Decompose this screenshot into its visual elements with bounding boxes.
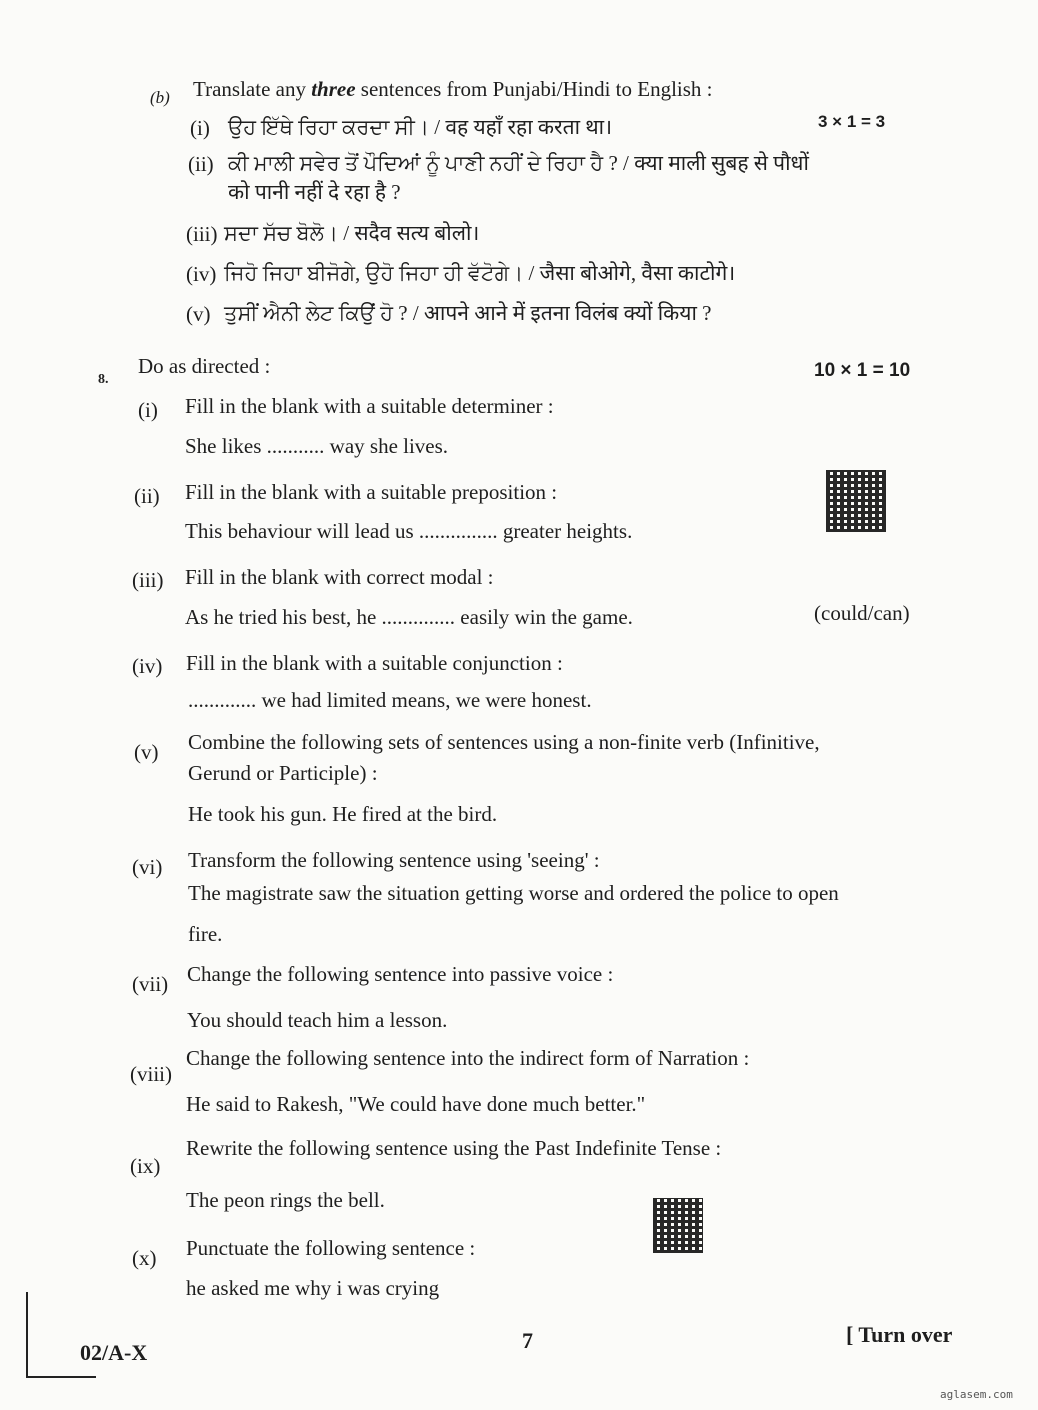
q8-item-instruction: Punctuate the following sentence : <box>186 1236 476 1260</box>
page-frame-left <box>26 1292 28 1378</box>
q7b-intro-post: sentences from Punjabi/Hindi to English : <box>355 77 713 101</box>
q8-item-sentence: This behaviour will lead us ............... greater heights. <box>185 519 633 543</box>
q8-item-num: (vi) <box>132 855 163 879</box>
q8-item-sentence: ............. we had limited means, we were honest. <box>188 688 592 712</box>
q7b-item-num: (iv) <box>186 262 217 286</box>
q8-item-instruction: Fill in the blank with a suitable determiner : <box>185 394 554 418</box>
q8-item-sentence: She likes ........... way she lives. <box>185 434 449 458</box>
q8-item-instruction: Fill in the blank with a suitable preposition : <box>185 480 558 504</box>
q8-item-instruction-cont: Gerund or Participle) : <box>188 761 378 785</box>
q8-item-num: (viii) <box>130 1062 172 1086</box>
q7b-marks: 3 × 1 = 3 <box>818 112 886 131</box>
q7b-item-num: (ii) <box>188 152 214 176</box>
q8-item-instruction: Change the following sentence into the indirect form of Narration : <box>186 1046 750 1070</box>
q7b-item-text: ਕੀ ਮਾਲੀ ਸਵੇਰ ਤੋਂ ਪੌਦਿਆਂ ਨੂੰ ਪਾਣੀ ਨਹੀਂ ਦੇ ਰਿਹਾ ਹੈ ? / क्या माली सुबह से पौधों <box>228 151 809 175</box>
q8-number: 8. <box>98 372 109 387</box>
q8-item-sentence: You should teach him a lesson. <box>187 1008 448 1032</box>
page-frame-bottom <box>26 1376 96 1378</box>
q8-item-sentence: He took his gun. He fired at the bird. <box>188 802 498 826</box>
q8-item-instruction: Fill in the blank with a suitable conjunction : <box>186 651 563 675</box>
q8-item-num: (iv) <box>132 654 163 678</box>
q7b-item-text: ਤੁਸੀਂ ਐਨੀ ਲੇਟ ਕਿਉਂ ਹੋ ? / आपने आने में इतना विलंब क्यों किया ? <box>224 301 712 325</box>
q8-item-sentence: As he tried his best, he .............. easily win the game. <box>185 605 633 629</box>
q8-marks: 10 × 1 = 10 <box>814 360 911 381</box>
q7b-item-num: (v) <box>186 302 211 326</box>
q8-item-instruction: Rewrite the following sentence using the Past Indefinite Tense : <box>186 1136 722 1160</box>
q8-title: Do as directed : <box>138 354 271 378</box>
q7b-instruction <box>193 77 713 102</box>
q8-item-instruction: Fill in the blank with correct modal : <box>185 565 494 589</box>
qr-code <box>653 1198 703 1253</box>
q8-item-num: (i) <box>138 398 158 422</box>
q8-item-num: (ii) <box>134 484 160 508</box>
q8-item-sentence-cont: fire. <box>188 922 223 946</box>
q8-item-instruction: Change the following sentence into passive voice : <box>187 962 614 986</box>
page-number: 7 <box>522 1328 533 1353</box>
q8-item-num: (ix) <box>130 1154 161 1178</box>
q8-item-hint: (could/can) <box>814 601 910 625</box>
q7b-item-text-cont: को पानी नहीं दे रहा है ? <box>228 180 401 204</box>
q7b-item-text: ਜਿਹੋ ਜਿਹਾ ਬੀਜੋਗੇ, ਉਹੋ ਜਿਹਾ ਹੀ ਵੱਟੋਗੇ। / जैसा बोओगे, वैसा काटोगे। <box>224 261 736 285</box>
q8-item-num: (iii) <box>132 568 164 592</box>
q8-item-sentence: The magistrate saw the situation getting worse and ordered the police to open <box>188 881 839 905</box>
q7b-item-num: (iii) <box>186 222 218 246</box>
q7b-intro-emphasis: three <box>311 77 356 101</box>
q7b-item-text: ਉਹ ਇੱਥੇ ਰਿਹਾ ਕਰਦਾ ਸੀ। / वह यहाँ रहा करता था। <box>228 115 613 139</box>
q7b-item-text: ਸਦਾ ਸੱਚ ਬੋਲੋ। / सदैव सत्य बोलो। <box>224 221 480 245</box>
turn-over: [ Turn over <box>846 1322 953 1347</box>
q8-item-sentence: He said to Rakesh, "We could have done much better." <box>186 1092 646 1116</box>
q8-item-sentence: he asked me why i was crying <box>186 1276 440 1300</box>
q8-item-num: (v) <box>134 740 159 764</box>
watermark: aglasem.com <box>940 1388 1013 1401</box>
q8-item-num: (vii) <box>132 972 169 996</box>
q8-item-instruction: Combine the following sets of sentences using a non-finite verb (Infinitive, <box>188 730 820 754</box>
q8-item-sentence: The peon rings the bell. <box>186 1188 385 1212</box>
q7b-intro-pre: Translate any <box>193 77 312 101</box>
qr-code <box>826 470 886 532</box>
paper-code: 02/A-X <box>80 1340 148 1365</box>
q7b-label: (b) <box>150 88 170 107</box>
q8-item-num: (x) <box>132 1246 157 1270</box>
q8-item-instruction: Transform the following sentence using 'seeing' : <box>188 848 600 872</box>
q7b-item-num: (i) <box>190 116 210 140</box>
